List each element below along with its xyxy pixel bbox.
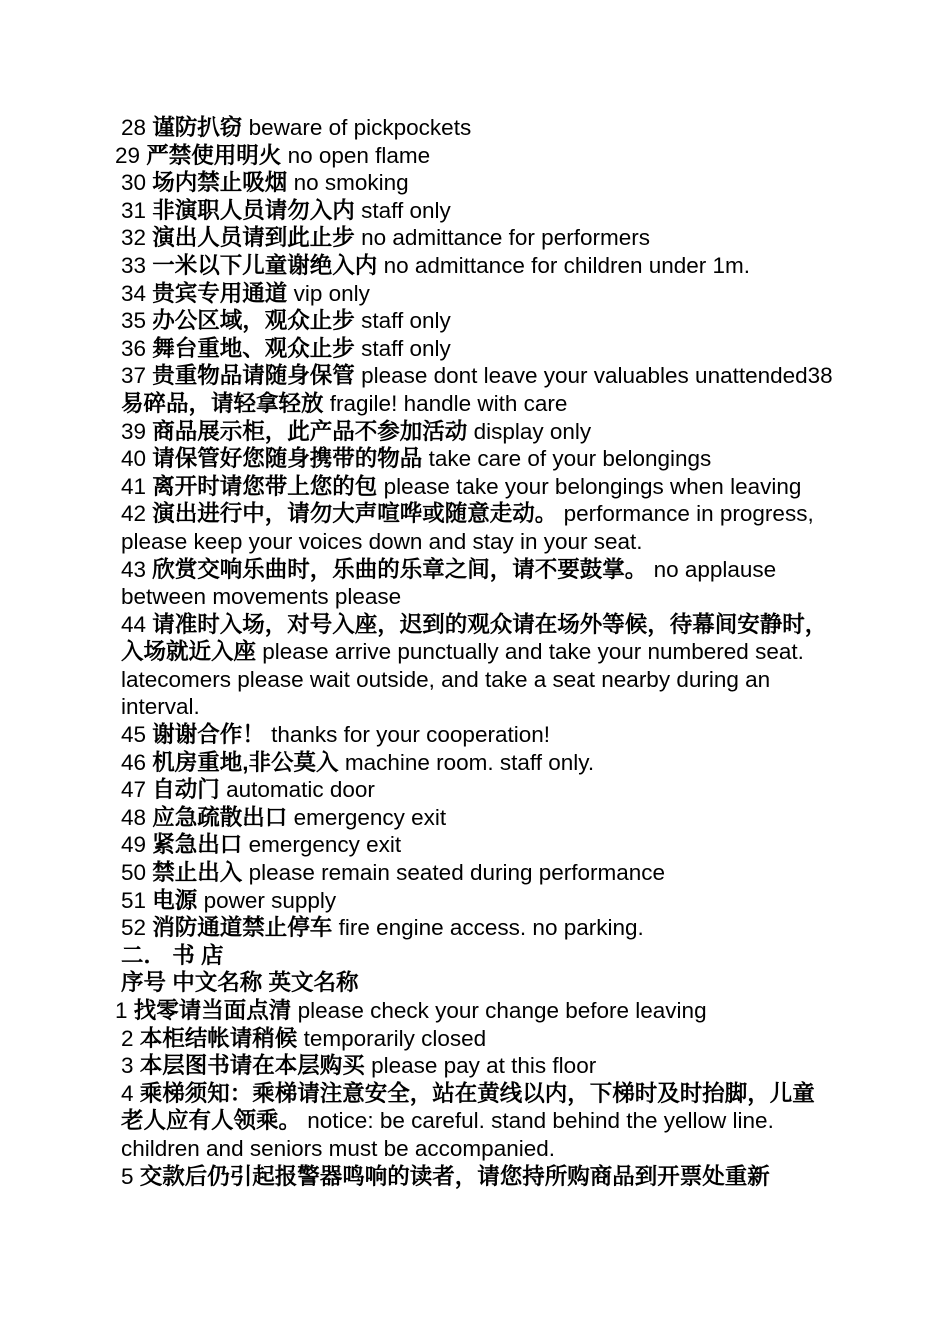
list-item [115,914,835,942]
list-item [115,418,835,446]
item-english: emergency exit [293,804,447,830]
item-english: please take your belongings when leaving [383,473,802,499]
list-item [115,859,835,887]
item-number: 30 [121,170,147,196]
item-number: 43 [121,556,147,582]
item-number: 40 [121,446,147,472]
item-english: notice: be careful. stand behind the yellow line. children and seniors must be accompanied. [121,1108,774,1161]
list-item [115,473,835,501]
list-item [115,252,835,280]
item-english: fire engine access. no parking. [338,915,644,941]
item-number: 39 [121,418,147,444]
list-item [115,721,835,749]
item-chinese: 紧急出口 [152,832,243,858]
list-item [115,142,835,170]
item-number: 41 [121,473,147,499]
item-english: beware of pickpockets [248,115,472,140]
item-english: temporarily closed [303,1025,487,1051]
item-chinese: 电源 [152,887,198,913]
list-item [115,500,835,555]
item-number: 46 [121,749,147,775]
item-chinese: 乘梯须知：乘梯请注意安全，站在黄线以内，下梯时及时抬脚，儿童老人应有人领乘。 [121,1080,815,1134]
item-number: 36 [121,335,147,361]
item-english: no open flame [287,142,431,168]
item-english: please dont leave your valuables unattended [361,363,808,389]
list-item [115,887,835,915]
list-item [115,362,835,417]
item-chinese: 贵重物品请随身保管 [152,363,355,389]
item-chinese: 机房重地,非公莫入 [152,749,339,775]
list-item [115,804,835,832]
item-chinese: 演出人员请到此止步 [152,225,355,251]
item-english: machine room. staff only. [344,749,595,775]
item-english: display only [473,418,592,444]
item-number: 49 [121,832,147,858]
item-chinese: 请准时入场，对号入座，迟到的观众请在场外等候，待幕间安静时，入场就近入座 [121,611,828,665]
item-number: 3 [121,1053,134,1079]
item-number: 51 [121,887,147,913]
item-number: 45 [121,722,147,748]
item-chinese: 离开时请您带上您的包 [152,473,378,499]
item-number: 29 [115,142,141,168]
item-number: 42 [121,501,147,527]
item-chinese: 贵宾专用通道 [152,280,288,306]
item-chinese: 谢谢合作！ [152,722,265,748]
item-chinese: 严禁使用明火 [146,142,282,168]
item-english: no admittance for children under 1m. [383,252,751,278]
item-number: 5 [121,1163,134,1189]
item-english: please pay at this floor [371,1053,597,1079]
item-english: no admittance for performers [361,225,650,251]
item-chinese: 本层图书请在本层购买 [139,1053,365,1079]
list-item [115,224,835,252]
signage-list-bookstore [115,997,835,1190]
item-english: staff only [361,335,451,361]
item-chinese: 交款后仍引起报警器鸣响的读者，请您持所购商品到开票处重新 [139,1163,770,1189]
item-number: 37 [121,363,147,389]
item-english: thanks for your cooperation! [271,722,550,748]
section-heading: 二． 书 店 [121,942,224,968]
item-english: please remain seated during performance [248,860,666,886]
item-chinese: 本柜结帐请稍候 [139,1025,298,1051]
item-english: staff only [361,197,451,223]
list-item [115,611,835,721]
item-chinese: 找零请当面点清 [133,998,292,1023]
item-chinese: 欣赏交响乐曲时，乐曲的乐章之间，请不要鼓掌。 [152,556,648,582]
item-number: 52 [121,915,147,941]
item-chinese: 请保管好您随身携带的物品 [152,446,423,472]
list-item [115,1052,835,1080]
list-item [115,556,835,611]
item-english: staff only [361,308,451,334]
item-english: please check your change before leaving [297,998,707,1023]
item-english: power supply [203,887,337,913]
item-chinese: 舞台重地、观众止步 [152,335,355,361]
item-chinese: 商品展示柜，此产品不参加活动 [152,418,468,444]
list-item [115,114,835,142]
item-chinese: 谨防扒窃 [152,115,243,140]
list-item [115,280,835,308]
item-chinese: 应急疏散出口 [152,804,288,830]
list-item [115,169,835,197]
item-number: 33 [121,252,147,278]
signage-list-theater [115,114,835,942]
item-english: vip only [293,280,370,306]
list-item [115,749,835,777]
list-item [115,335,835,363]
item-number: 1 [115,998,128,1023]
item-number: 34 [121,280,147,306]
item-chinese: 演出进行中，请勿大声喧哗或随意走动。 [152,501,558,527]
item-chinese: 办公区域，观众止步 [152,308,355,334]
item-number: 35 [121,308,147,334]
list-item [115,445,835,473]
list-item [115,776,835,804]
item-number: 32 [121,225,147,251]
item-chinese: 非演职人员请勿入内 [152,197,355,223]
item-english: no applause between movements please [121,556,777,610]
item-number: 48 [121,804,147,830]
item-english: please arrive punctually and take your numbered seat. latecomers please wait outside, and take a seat nearby during an interval. [121,639,804,720]
item-chinese: 一米以下儿童谢绝入内 [152,252,378,278]
item-number: 50 [121,860,147,886]
item-chinese: 场内禁止吸烟 [152,170,288,196]
item-english: no smoking [293,170,409,196]
item-number: 47 [121,777,147,803]
item-english: emergency exit [248,832,402,858]
document-page [115,114,835,1190]
list-item [115,1080,835,1163]
item-number: 4 [121,1080,134,1106]
item-english: automatic door [226,777,375,803]
list-item [115,1025,835,1053]
item-number: 31 [121,197,147,223]
list-item [115,1163,835,1191]
list-item [115,997,835,1025]
item-english: take care of your belongings [428,446,712,472]
column-header: 序号 中文名称 英文名称 [121,970,359,996]
list-item [115,831,835,859]
item-english: fragile! handle with care [329,390,568,416]
item-english: performance in progress, please keep your voices down and stay in your seat. [121,501,814,554]
item-chinese: 消防通道禁止停车 [152,915,333,941]
item-number: 44 [121,611,147,637]
item-chinese: 自动门 [152,777,220,803]
item-chinese: 易碎品，请轻拿轻放 [121,390,324,416]
item-number: 28 [121,115,147,140]
item-number: 2 [121,1025,134,1051]
list-item [115,197,835,225]
list-item [115,307,835,335]
item-number: 38 [807,363,833,389]
item-chinese: 禁止出入 [152,860,243,886]
